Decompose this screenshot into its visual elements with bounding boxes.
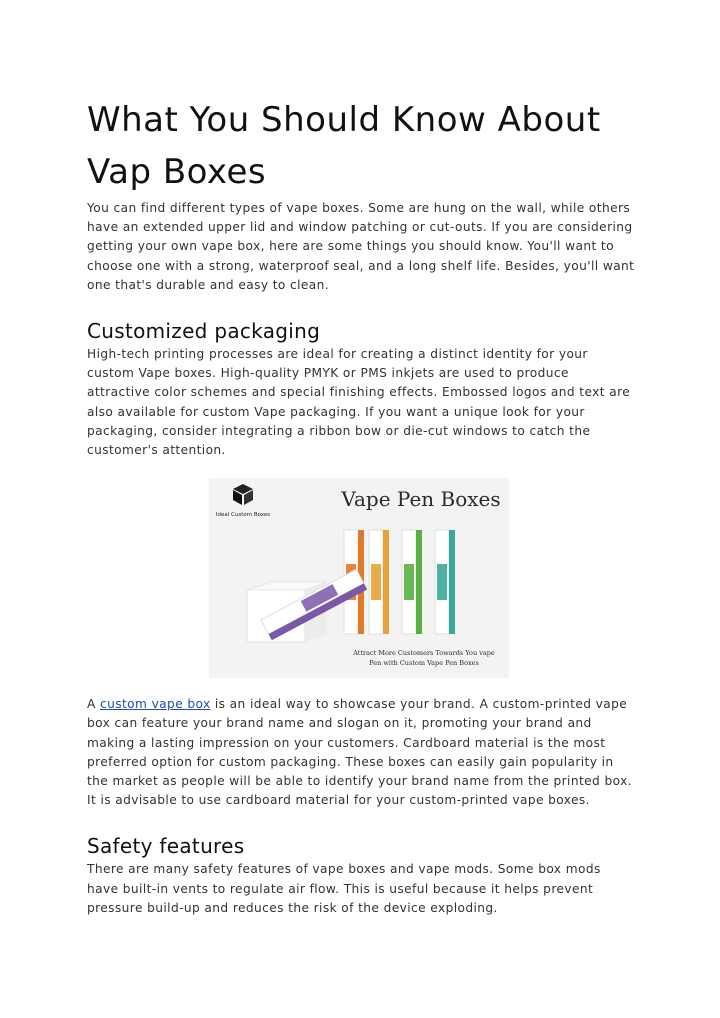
vape-pen-boxes-image xyxy=(209,478,509,678)
section-body-customized-packaging: High-tech printing processes are ideal for creating a distinct identity for your custom Vape boxes. High-quality PMYK or PMS inkjets are used to produce attractive color schemes and special finishing effects. Embossed logos and text are also available for custom Vape packaging. If you want a unique look for your packaging, consider integrating a ribbon bow or die-cut windows to catch the customer's attention. xyxy=(87,347,631,458)
image-headline: Vape Pen Boxes xyxy=(341,487,501,512)
article xyxy=(87,94,635,918)
standing-box-teal xyxy=(435,530,455,634)
image-caption-line-2: Pen with Custom Vape Pen Boxes xyxy=(369,659,479,668)
section-heading-customized-packaging: Customized packaging xyxy=(87,319,321,344)
article-title xyxy=(87,94,635,198)
title-line-2: Vap Boxes xyxy=(87,152,267,192)
section-heading-safety-features: Safety features xyxy=(87,834,245,859)
title-line-1: What You Should Know About xyxy=(87,100,601,140)
vape-boxes-illustration xyxy=(209,478,509,678)
paragraph-custom-vape-box xyxy=(87,695,635,810)
image-caption-line-1: Attract More Customers Towards You vape xyxy=(353,649,495,658)
intro-paragraph: You can find different types of vape boxes. Some are hung on the wall, while others have an extended upper lid and window patching or cut-outs. If you are considering getting your own vape box, here are some things you should know. You'll want to choose one with a strong, waterproof seal, and a long shelf life. Besides, you'll want one that's durable and easy to clean. xyxy=(87,201,635,292)
standing-box-yellow xyxy=(369,530,389,634)
standing-box-green xyxy=(402,530,422,634)
paragraph-suffix: is an ideal way to showcase your brand. A custom-printed vape box can feature your brand name and slogan on it, promoting your brand and making a lasting impression on your customers. Cardboard material is the most preferred option for custom packaging. These boxes can easily gain popularity in the market as people will be able to identify your brand name from the printed box. It is advisable to use cardboard material for your custom-printed vape boxes. xyxy=(87,697,632,808)
section-body-safety-features: There are many safety features of vape boxes and vape mods. Some box mods have built-in vents to regulate air flow. This is useful because it helps prevent pressure build-up and reduces the risk of the device exploding. xyxy=(87,862,601,915)
custom-vape-box-link[interactable]: custom vape box xyxy=(100,697,211,712)
brand-name: Ideal Custom Boxes xyxy=(215,512,271,519)
paragraph-prefix: A xyxy=(87,697,101,712)
